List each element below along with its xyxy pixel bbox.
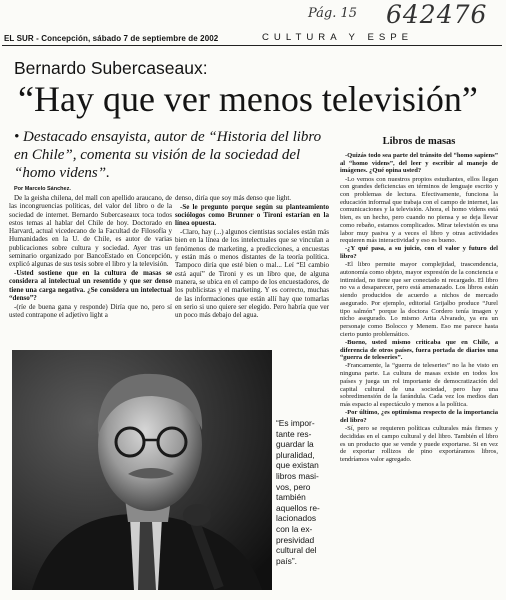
pull-quote-line: aquellos re- [276, 502, 320, 513]
pull-quote-line: pluralidad, [276, 449, 315, 460]
pull-quote-line: país”. [276, 555, 297, 566]
masthead-rule [2, 45, 502, 46]
col2-answer: -Claro, hay (...) algunos cientistas sociales están más bien en la línea de los intelectuales que se vinculan a fenómenos de marketing, a predicciones, a encuestas y están más o menos distantes de la teoría política. Tampoco diría que esté bien o mal... Leí “El cambio está aquí” de Tironi y es un libro que, de alguna manera, se ubica en el campo de los encuestadores, de los publicistas y el marketing. Y es correcto, muchas de las informaciones que están allí hay que tomarlas en serio si uno quiere ser elegido. Pero habría que ver un poco más debajo del agua. [175, 228, 329, 320]
byline: Por Marcelo Sánchez. [14, 186, 71, 192]
col2-question: -Se le pregunto porque según su planteamiento sociólogos como Brunner o Tironi estarían en la línea opuesta. [175, 202, 329, 228]
col1-question: -Usted sostiene que en la cultura de masas se considera al intelectual un resentido y que ser denso tiene una carga negativa. ¿Se considera un intelectual “denso”? [9, 269, 172, 303]
portrait-image [12, 350, 272, 590]
col3-answer: -Francamente, la “guerra de teleseries” no la he visto en ninguna parte. La cultura de masas existe en todos los países y juega un rol importante de democratización del capital cultural de una sociedad, pero hay una sobredimensión de la farándula. Cada vez los medios dan más espacio al espectáculo y menos a la política. [340, 362, 498, 408]
handwritten-page-note: Pág. 15 [308, 6, 358, 21]
pull-quote [276, 418, 334, 566]
col3-question: -Por último, ¿es optimisma respecto de la importancia del libro? [340, 409, 498, 424]
col2-continuation: denso, diría que soy más denso que light. [175, 194, 292, 202]
kicker: Bernardo Subercaseaux: [14, 58, 208, 78]
col1-answer: -(ríe de buena gana y responde) Diría que no, pero sí usted contrapone el adjetivo light a [9, 302, 172, 320]
column-1 [9, 194, 172, 320]
pull-quote-line: lacionados [276, 513, 317, 524]
col1-paragraph: De la geisha chilena, del mall con apellido araucano, de las incongruencias políticas, del valor del libro o de la sociedad de internet. Bernardo Subercaseaux toca todos estos temas al hablar del Chile de hoy. Doctorado en Harvard, actual vicedecano de la Facultad de Filosofía y Humanidades en la U. de Chile, es autor de varias publicaciones sobre cultura y sociedad. Ayer tras un seminario organizado por BancoEstado en Concepción, explicó algunas de sus tesis sobre el libro y la televisión. [9, 194, 172, 269]
col3-answer: -Lo vemos con nuestros propios estudiantes, ellos llegan con grandes deficiencias en términos de lenguaje escrito y con problemas de lectura. Efectivamente, funciona la educación informal que trabaja con el campo de internet, las comunicaciones y la televisión. Ahora, el homo videns está bien, es un hecho, pero cuando no piensa y se deja llevar como rebaño, estamos complicados. Mirar televisión es una labor muy pasiva y a veces el libro y otras actividades requieren más interactividad y eso es bueno. [340, 175, 498, 245]
pull-quote-line: también [276, 492, 306, 503]
pull-quote-line: tante res- [276, 428, 312, 439]
portrait-photo [12, 350, 272, 590]
pull-quote-line: “Es impor- [276, 418, 315, 428]
pull-quote-line: con la ex- [276, 523, 313, 534]
col3-answer: -El libro permite mayor complejidad, trascendencia, autonomía como objeto, mayor expresión de la conciencia e intimidad, no tiene que ser conectado ni recargado. El libro no va a desaparecer, pero está amenazado. Los libros están siendo producidos de acuerdo a nichos de mercado asegurado. Por ejemplo, editorial Grijalbo produce “Jurel tipo salmón” porque la doctora Cordero tenía imagen y nicho asegurado. Lo mismo Arita Alvarado, ya era un personaje como Bolocco y Menem. Eso me parece hasta cierto punto problemático. [340, 261, 498, 338]
headline: “Hay que ver menos televisión” [18, 79, 478, 119]
col3-answer: -Sí, pero se requieren políticas culturales más firmes y decididas en el campo cultural y del libro. También el libro es un producto que se vende y puede exportarse. Si en vez de exportar rollizos de pino exportáramos libros, tendríamos valor agregado. [340, 425, 498, 463]
col3-subhead: Libros de masas [382, 136, 456, 147]
deck: • Destacado ensayista, autor de “Historia del libro en Chile”, comenta su visión de la sociedad del “homo videns”. [14, 129, 322, 181]
pull-quote-line: guardar la [276, 439, 314, 450]
pull-quote-line: cultural del [276, 545, 317, 556]
column-2 [175, 194, 329, 320]
handwritten-archive-number: 642476 [386, 0, 488, 29]
masthead: EL SUR - Concepción, sábado 7 de septiembre de 2002 [4, 34, 219, 43]
col3-question: -¿Y qué pasa, a su juicio, con el valor y futuro del libro? [340, 245, 498, 261]
col3-question: -Quizás todo sea parte del tránsito del “homo sapiens” al “homo videns”, del leer y escribir al manejo de imágenes. ¿Qué opina usted? [340, 152, 498, 175]
pull-quote-line: vos, pero [276, 481, 311, 492]
pull-quote-line: que existan [276, 460, 319, 471]
column-3 [340, 152, 498, 464]
pull-quote-line: presividad [276, 534, 315, 545]
col3-question: -Bueno, usted mismo criticaba que en Chile, a diferencia de otros países, fuera portada de diarios una “guerra de teleseries”. [340, 338, 498, 362]
section-name: CULTURA Y ESPE [262, 32, 414, 43]
pull-quote-line: libros masi- [276, 470, 319, 481]
